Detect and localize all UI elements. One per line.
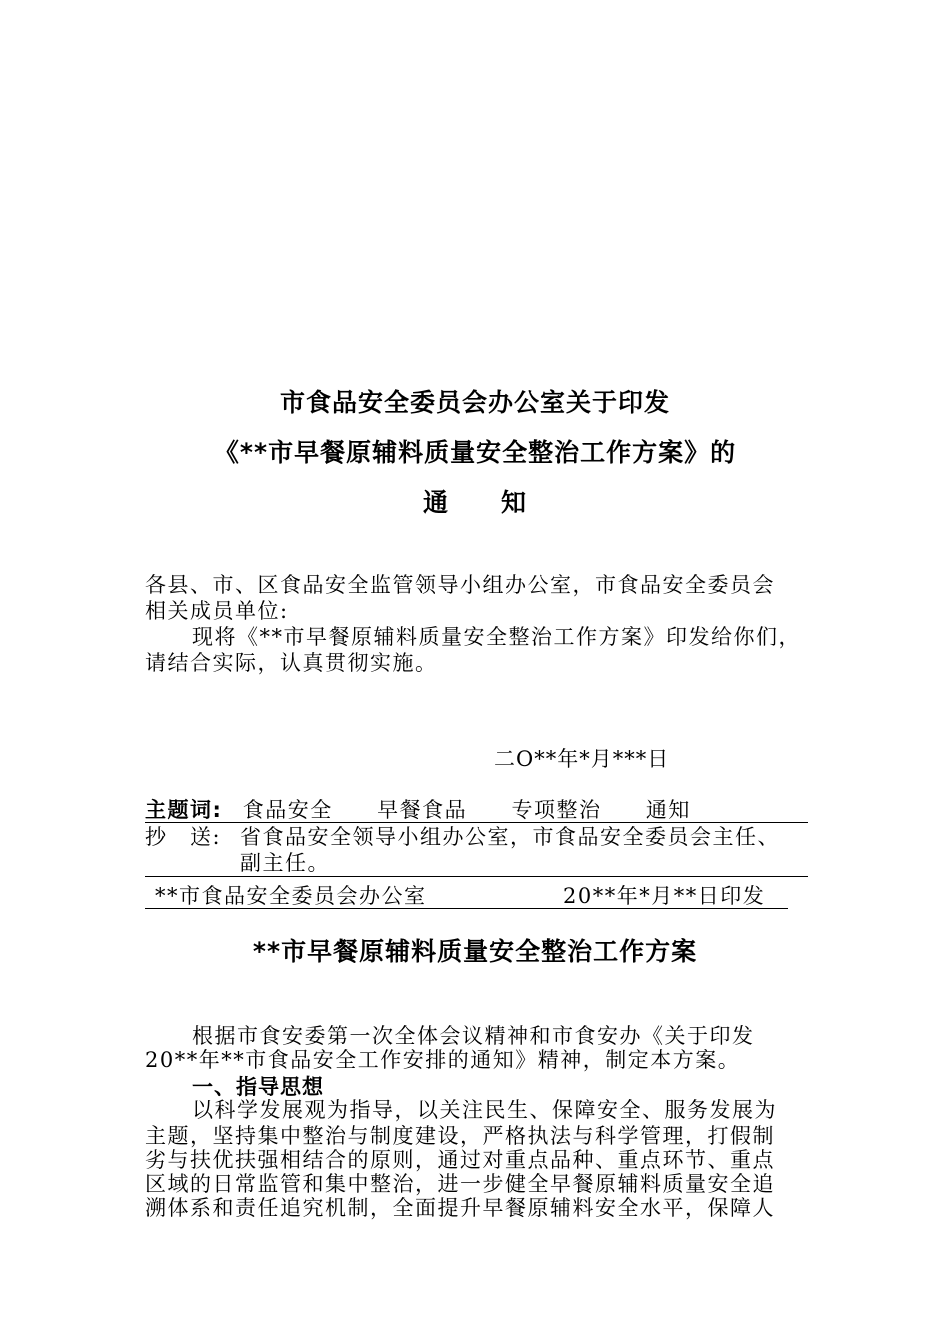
section1-line: 主题，坚持集中整治与制度建设，严格执法与科学管理，打假制 <box>145 1124 775 1148</box>
plan-title: **市早餐原辅料质量安全整治工作方案 <box>252 937 698 966</box>
keywords-row <box>145 797 691 823</box>
section1-line: 以科学发展观为指导，以关注民生、保障安全、服务发展为 <box>192 1098 777 1122</box>
section1-line: 区域的日常监管和集中整治，进一步健全早餐原辅料质量安全追 <box>145 1172 775 1196</box>
keywords-label: 主题词: <box>145 798 223 822</box>
section1-line: 溯体系和责任追究机制，全面提升早餐原辅料安全水平，保障人 <box>145 1196 775 1220</box>
cc-divider <box>145 876 808 877</box>
cc-line2: 副主任。 <box>240 851 330 875</box>
notice-title-line3: 通 知 <box>422 488 527 517</box>
notice-title-line2: 《**市早餐原辅料质量安全整治工作方案》的 <box>213 438 737 467</box>
keyword-item: 食品安全 <box>242 798 333 822</box>
notice-title-line1: 市食品安全委员会办公室关于印发 <box>279 388 670 417</box>
section1-heading: 一、指导思想 <box>192 1075 324 1099</box>
recipients-line1: 各县、市、区食品安全监管领导小组办公室，市食品安全委员会 <box>145 573 775 597</box>
notice-body-line2: 请结合实际，认真贯彻实施。 <box>145 651 438 675</box>
plan-intro-line2: 20**年**市食品安全工作安排的通知》精神，制定本方案。 <box>145 1048 741 1072</box>
keywords-divider <box>145 822 808 823</box>
cc-label: 抄 送: <box>145 825 222 849</box>
notice-body-line1: 现将《**市早餐原辅料质量安全整治工作方案》印发给你们， <box>192 625 801 649</box>
recipients-line2: 相关成员单位: <box>145 599 289 623</box>
issued-date: 20**年*月**日印发 <box>563 884 766 908</box>
cc-line1: 省食品安全领导小组办公室，市食品安全委员会主任、 <box>240 825 780 849</box>
keyword-item: 早餐食品 <box>377 798 468 822</box>
plan-intro-line1: 根据市食安委第一次全体会议精神和市食安办《关于印发 <box>192 1024 755 1048</box>
issuer-divider <box>145 908 788 909</box>
keyword-item: 通知 <box>645 798 691 822</box>
keyword-item: 专项整治 <box>511 798 602 822</box>
notice-date: 二O**年*月***日 <box>494 747 670 771</box>
issuer-office: **市食品安全委员会办公室 <box>155 884 427 908</box>
section1-line: 劣与扶优扶强相结合的原则，通过对重点品种、重点环节、重点 <box>145 1148 775 1172</box>
